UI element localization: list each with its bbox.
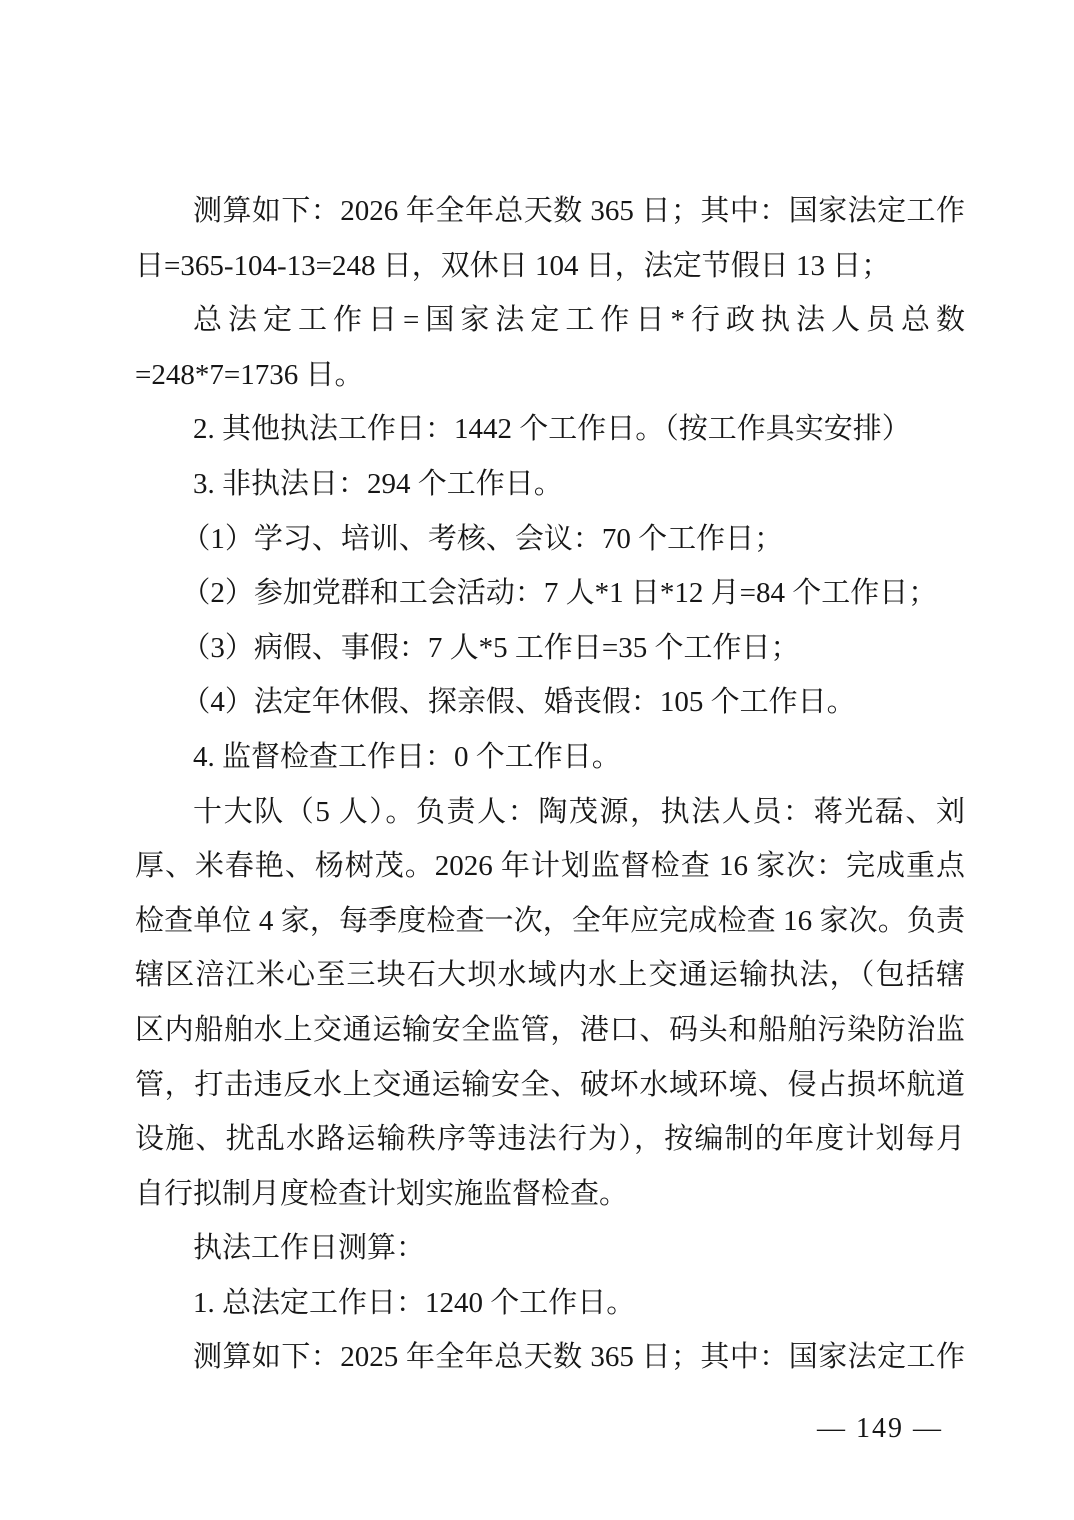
- text-line: 总法定工作日=国家法定工作日*行政执法人员总数: [193, 304, 965, 337]
- text-line: 检查单位 4 家，每季度检查一次，全年应完成检查 16 家次。负责: [135, 904, 965, 937]
- text-line: 1. 总法定工作日：1240 个工作日。: [193, 1286, 636, 1319]
- text-line: （4）法定年休假、探亲假、婚丧假：105 个工作日。: [181, 686, 856, 719]
- text-line: 4. 监督检查工作日：0 个工作日。: [193, 740, 621, 773]
- text-line: 测算如下：2026 年全年总天数 365 日；其中：国家法定工作: [193, 195, 965, 227]
- text-line: 3. 非执法日：294 个工作日。: [193, 467, 563, 500]
- text-line: 设施、扰乱水路运输秩序等违法行为），按编制的年度计划每月: [135, 1123, 965, 1156]
- text-line: 自行拟制月度检查计划实施监督检查。: [135, 1177, 629, 1210]
- text-line: 区内船舶水上交通运输安全监管，港口、码头和船舶污染防治监: [135, 1013, 965, 1046]
- text-line: 辖区涪江米心至三块石大坝水域内水上交通运输执法，（包括辖: [135, 959, 965, 992]
- text-line: 2. 其他执法工作日：1442 个工作日。（按工作具实安排）: [193, 413, 911, 446]
- text-line: =248*7=1736 日。: [135, 358, 364, 391]
- text-line: 厚、米春艳、杨树茂。2026 年计划监督检查 16 家次：完成重点: [135, 850, 965, 883]
- text-line: 管，打击违反水上交通运输安全、破坏水域环境、侵占损坏航道: [135, 1068, 965, 1101]
- text-line: 执法工作日测算：: [193, 1232, 426, 1265]
- text-line: 日=365-104-13=248 日，双休日 104 日，法定节假日 13 日；: [135, 249, 891, 282]
- text-line: （3）病假、事假：7 人*5 工作日=35 个工作日；: [181, 631, 800, 664]
- text-line: 测算如下：2025 年全年总天数 365 日；其中：国家法定工作: [193, 1341, 965, 1374]
- text-line: （2）参加党群和工会活动：7 人*1 日*12 月=84 个工作日；: [181, 577, 938, 610]
- text-line: （1）学习、培训、考核、会议：70 个工作日；: [181, 522, 784, 555]
- text-line: 十大队（5 人）。负责人：陶茂源，执法人员：蒋光磊、刘: [193, 795, 965, 828]
- page-number: — 149 —: [817, 1413, 943, 1444]
- document-body: [135, 184, 965, 1385]
